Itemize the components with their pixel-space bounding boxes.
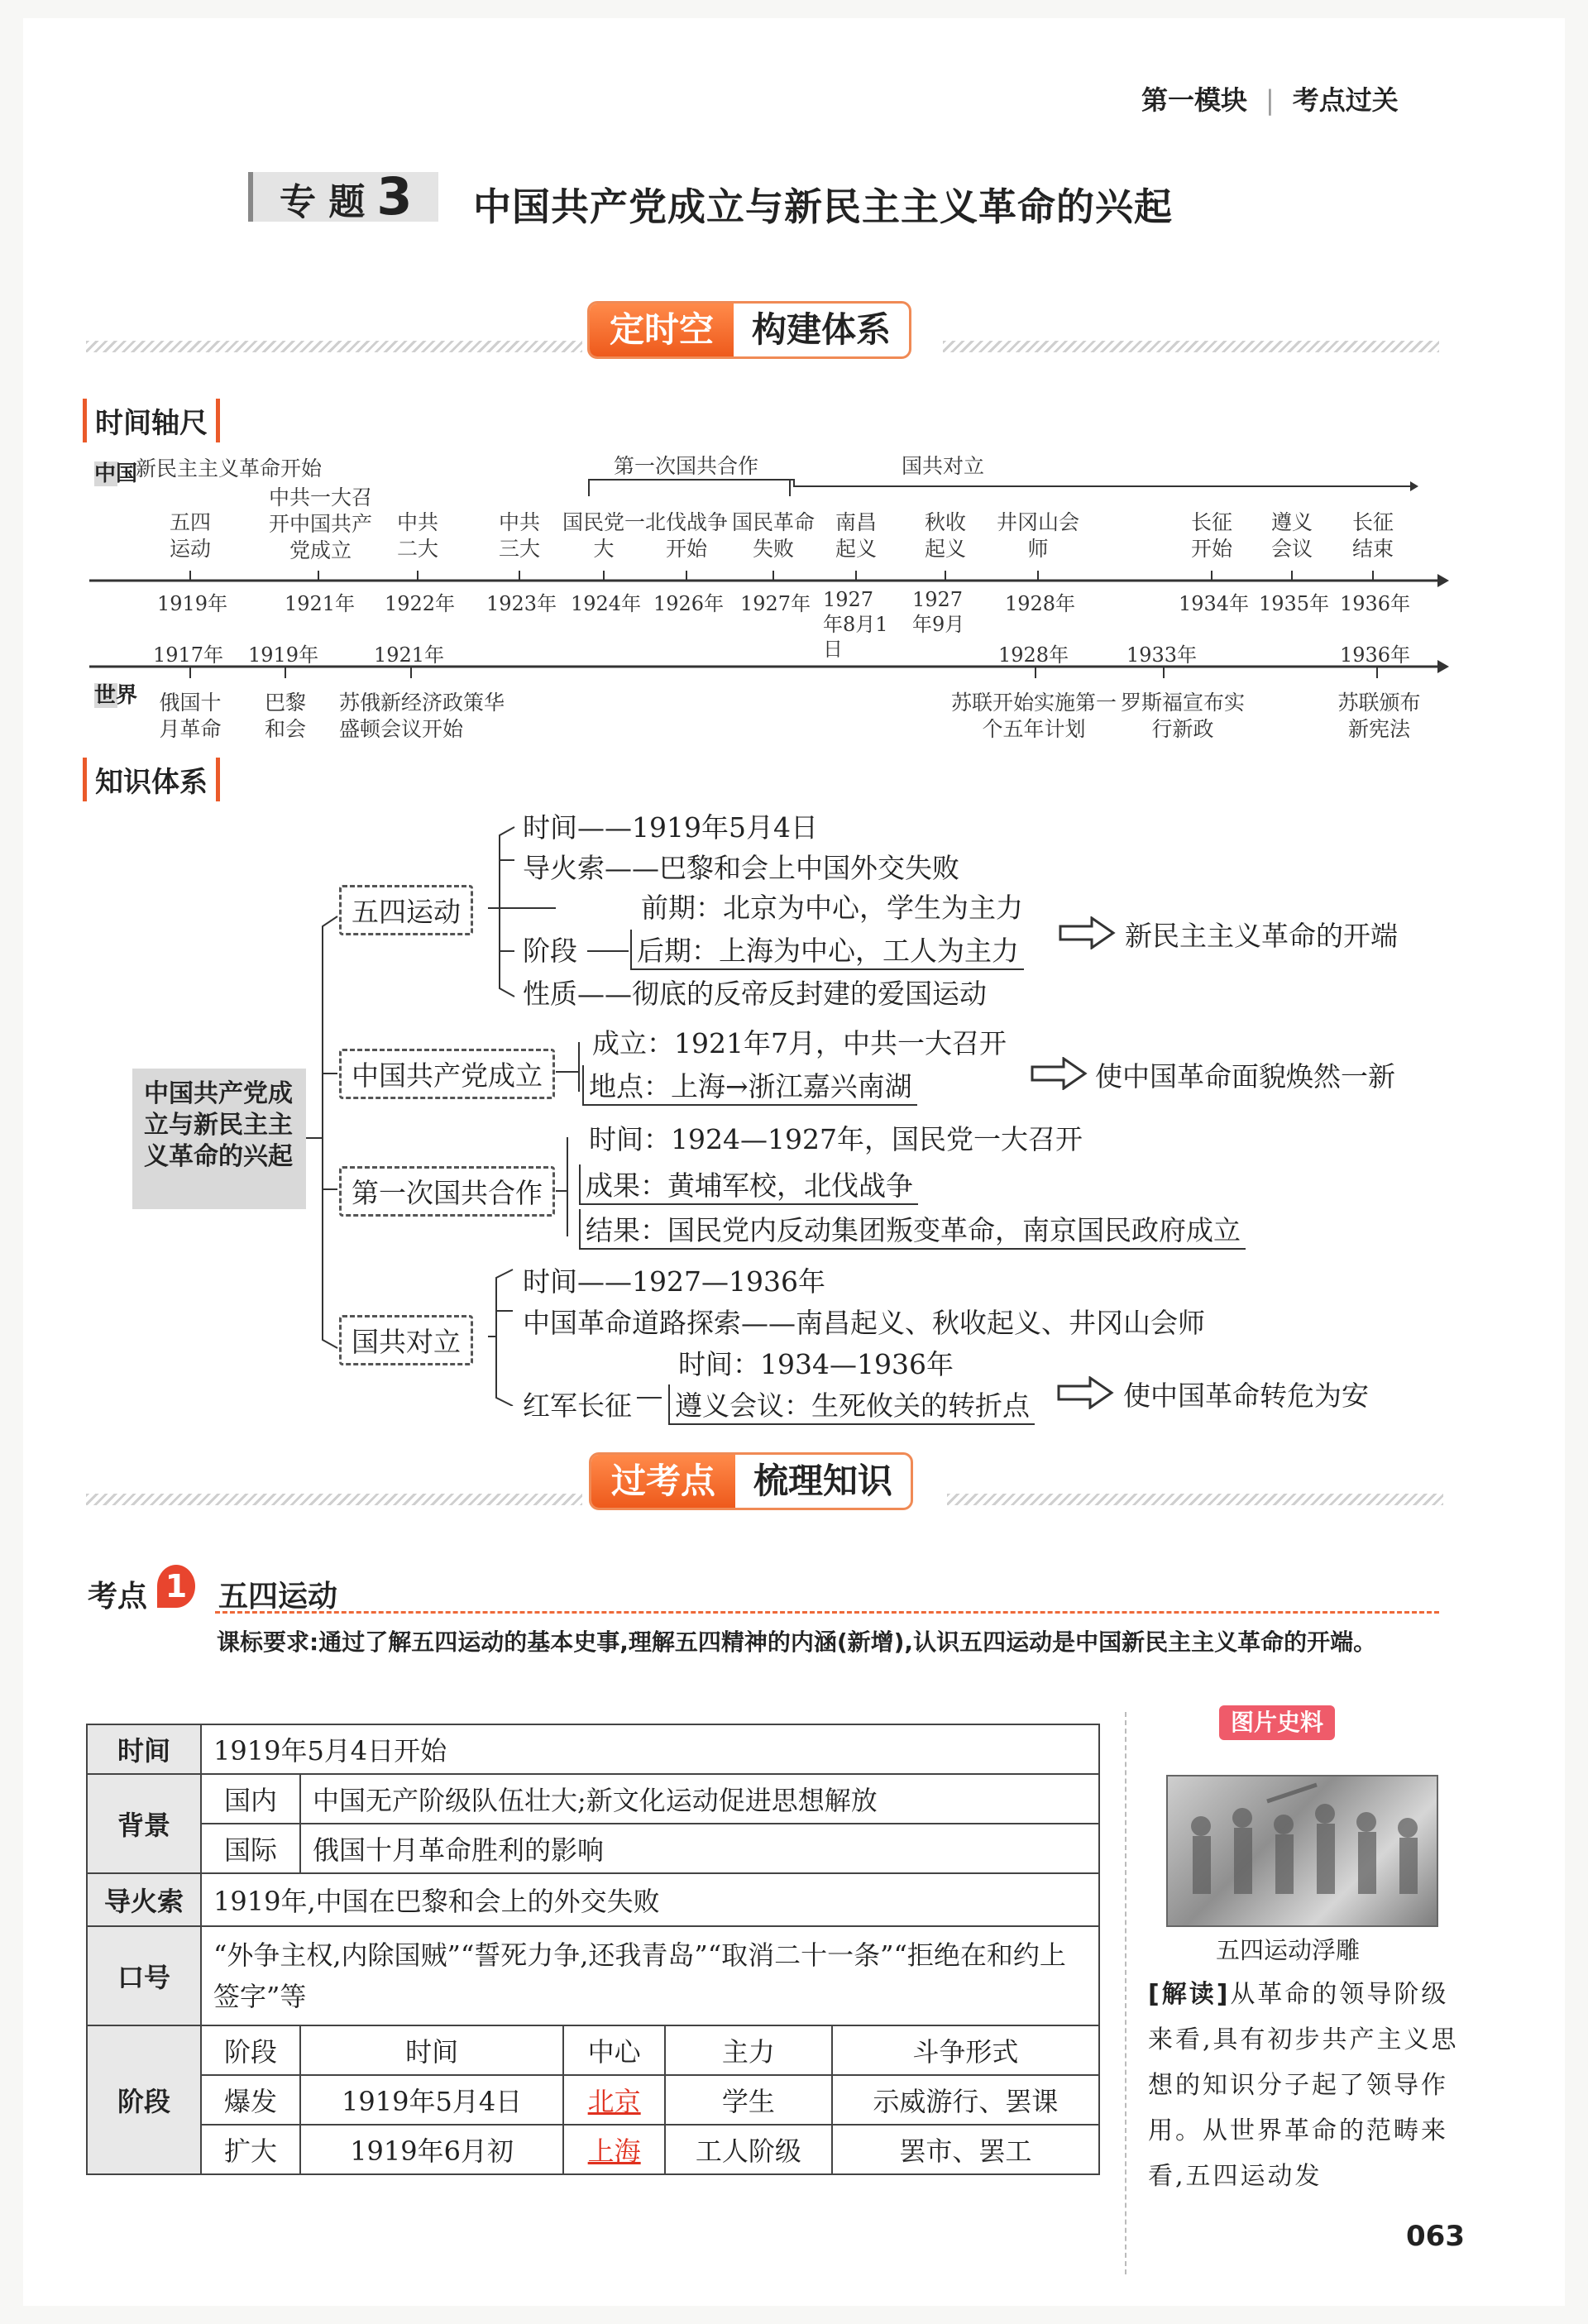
b2-found: 成立：1921年7月，中共一大召开 xyxy=(592,1027,1007,1059)
kaodian-number: 1 xyxy=(157,1565,195,1608)
world-event: 苏联开始实施第一个五年计划 xyxy=(951,691,1117,741)
section-divider xyxy=(947,1494,1443,1505)
event-text: 南昌起义 xyxy=(835,510,877,561)
world-year: 1919年 xyxy=(248,643,319,667)
event-text: 国民革命失败 xyxy=(732,510,816,561)
table-cell: 国内 xyxy=(201,1774,300,1824)
b3-end: 结果：国民党内反动集团叛变革命，南京国民政府成立 xyxy=(579,1209,1246,1250)
may-fourth-table xyxy=(86,1724,1100,2175)
table-col-header: 主力 xyxy=(665,2025,832,2075)
b1-stage1: 前期：北京为中心，学生为主力 xyxy=(641,892,1023,924)
interpretation xyxy=(1148,1972,1462,2199)
table-col-header: 斗争形式 xyxy=(832,2025,1099,2075)
event-text: 井冈山会师 xyxy=(997,510,1080,561)
page-number: 063 xyxy=(1406,2220,1465,2253)
b3-time: 时间：1924—1927年，国民党一大召开 xyxy=(589,1123,1083,1155)
banner-1-b: 构建体系 xyxy=(752,309,892,350)
b4-result: 使中国革命转危为安 xyxy=(1123,1380,1369,1412)
event-year: 1923年 xyxy=(486,592,557,615)
b1-stage2: 后期：上海为中心，工人为主力 xyxy=(630,930,1024,970)
b4-march-time: 时间：1934—1936年 xyxy=(678,1348,954,1380)
side-divider xyxy=(1125,1712,1126,2274)
kaodian-requirement: 课标要求:通过了解五四运动的基本史事,理解五四精神的内涵(新增),认识五四运动是中国新民主主义革命的开端。 xyxy=(217,1628,1377,1656)
table-col-header: 阶段 xyxy=(201,2025,300,2075)
event-year: 1936年 xyxy=(1340,592,1411,615)
module-label: 第一模块 xyxy=(1141,84,1248,116)
table-cell: “外争主权,内除国贼”“誓死力争,还我青岛”“取消二十一条”“拒绝在和约上签字”等 xyxy=(201,1926,1099,2025)
table-cell: 工人阶级 xyxy=(665,2125,832,2174)
event-year: 1927年8月1日 xyxy=(823,588,888,661)
branch-cpc-founding: 中国共产党成立 xyxy=(339,1049,555,1099)
world-side-label: 世界 xyxy=(94,683,138,708)
table-cell: 1919年5月4日 xyxy=(300,2075,563,2125)
event-text: 遵义会议 xyxy=(1270,510,1313,561)
topic-number: 3 xyxy=(376,166,413,227)
table-header: 口号 xyxy=(87,1926,201,2025)
world-event: 苏联颁布新宪法 xyxy=(1337,691,1421,741)
branch-first-cooperation: 第一次国共合作 xyxy=(339,1166,555,1217)
table-header: 导火索 xyxy=(87,1873,201,1926)
b1-fuse: 导火索——巴黎和会上中国外交失败 xyxy=(523,852,959,884)
b4-result-arrow xyxy=(1057,1376,1115,1409)
world-event: 苏俄新经济政策华盛顿会议开始 xyxy=(339,691,505,741)
interpretation-label: [解读] xyxy=(1148,1980,1231,2009)
event-text: 国民党一大 xyxy=(562,510,646,561)
table-cell: 俄国十月革命胜利的影响 xyxy=(300,1824,1099,1873)
table-cell: 中国无产阶级队伍壮大;新文化运动促进思想解放 xyxy=(300,1774,1099,1824)
event-year: 1924年 xyxy=(571,592,642,615)
tree-root: 中国共产党成立与新民主主义革命的兴起 xyxy=(132,1069,306,1209)
event-text: 五四运动 xyxy=(169,510,211,561)
table-col-header: 中心 xyxy=(563,2025,665,2075)
event-year: 1934年 xyxy=(1179,592,1250,615)
world-event: 罗斯福宣布实行新政 xyxy=(1121,691,1246,741)
world-year: 1928年 xyxy=(998,643,1069,667)
event-year: 1919年 xyxy=(157,592,228,615)
world-event: 俄国十月革命 xyxy=(159,691,222,741)
branch-may-fourth: 五四运动 xyxy=(339,885,473,935)
event-year: 1921年 xyxy=(285,592,356,615)
timeline-label: 时间轴尺 xyxy=(83,399,220,442)
b2-place: 地点：上海→浙江嘉兴南湖 xyxy=(582,1065,917,1106)
banner-1-a: 定时空 xyxy=(590,304,734,356)
table-cell: 示威游行、罢课 xyxy=(832,2075,1099,2125)
event-year: 1927年9月 xyxy=(912,588,965,636)
section-divider xyxy=(86,1494,582,1505)
period-2: 国共对立 xyxy=(902,454,985,478)
banner-2-a: 过考点 xyxy=(591,1455,735,1508)
knowledge-label: 知识体系 xyxy=(83,758,220,801)
b1-result-arrow xyxy=(1059,916,1117,949)
b1-stage-label: 阶段 xyxy=(523,935,577,967)
period-1: 第一次国共合作 xyxy=(614,454,759,478)
china-side-label: 中国 xyxy=(94,461,138,486)
section-banner-2 xyxy=(589,1452,913,1510)
b1-time: 时间——1919年5月4日 xyxy=(523,811,818,844)
table-cell: 1919年,中国在巴黎和会上的外交失败 xyxy=(201,1873,1099,1926)
event-year: 1926年 xyxy=(653,592,725,615)
branch-kmt-cpc-split: 国共对立 xyxy=(339,1315,473,1365)
running-header: 第一模块 | 考点过关 xyxy=(1141,84,1399,116)
table-col-header: 时间 xyxy=(300,2025,563,2075)
event-text: 中共一大召开中国共产党成立 xyxy=(268,485,372,562)
b4-time: 时间——1927—1936年 xyxy=(523,1265,825,1298)
table-cell: 扩大 xyxy=(201,2125,300,2174)
table-cell-highlight: 上海 xyxy=(587,2135,641,2167)
event-text: 中共二大 xyxy=(396,510,438,561)
b3-achieve: 成果：黄埔军校，北伐战争 xyxy=(579,1164,918,1205)
table-header: 背景 xyxy=(87,1774,201,1873)
b4-zunyi: 遵义会议：生死攸关的转折点 xyxy=(668,1384,1035,1425)
event-year: 1935年 xyxy=(1259,592,1330,615)
event-year: 1928年 xyxy=(1005,592,1076,615)
kaodian-divider xyxy=(215,1611,1439,1614)
kaodian-title: 五四运动 xyxy=(218,1580,338,1614)
section-label: 考点过关 xyxy=(1292,84,1399,116)
table-cell: 爆发 xyxy=(201,2075,300,2125)
topic-tag-text: 专 题 xyxy=(280,181,366,223)
table-cell: 学生 xyxy=(665,2075,832,2125)
world-year: 1936年 xyxy=(1340,643,1411,667)
world-year: 1917年 xyxy=(153,643,224,667)
may-fourth-relief-image xyxy=(1166,1775,1438,1927)
event-text: 北伐战争开始 xyxy=(645,510,729,561)
relief-figures-icon xyxy=(1168,1776,1437,1925)
event-text: 秋收起义 xyxy=(924,510,966,561)
b1-nature: 性质——彻底的反帝反封建的爱国运动 xyxy=(523,978,987,1010)
image-caption: 五四运动浮雕 xyxy=(1216,1936,1361,1964)
event-year: 1927年 xyxy=(740,592,811,615)
table-cell: 国际 xyxy=(201,1824,300,1873)
china-top-event: 新民主主义革命开始 xyxy=(136,457,323,481)
event-text: 长征结束 xyxy=(1351,510,1394,561)
b4-explore: 中国革命道路探索——南昌起义、秋收起义、井冈山会师 xyxy=(523,1307,1205,1339)
page-title: 中国共产党成立与新民主主义革命的兴起 xyxy=(473,184,1173,229)
b1-result: 新民主主义革命的开端 xyxy=(1125,920,1398,952)
b2-result-arrow xyxy=(1031,1057,1088,1090)
picture-source-tag: 图片史料 xyxy=(1219,1705,1335,1740)
world-event: 巴黎和会 xyxy=(264,691,306,741)
table-cell: 1919年6月初 xyxy=(300,2125,563,2174)
table-cell: 罢市、罢工 xyxy=(832,2125,1099,2174)
table-header: 阶段 xyxy=(87,2025,201,2174)
b2-result: 使中国革命面貌焕然一新 xyxy=(1095,1060,1395,1093)
event-year: 1922年 xyxy=(385,592,456,615)
event-text: 中共三大 xyxy=(498,510,540,561)
kaodian-label: 考点 xyxy=(88,1580,148,1614)
table-cell: 1919年5月4日开始 xyxy=(201,1724,1099,1774)
world-year: 1921年 xyxy=(374,643,445,667)
world-year: 1933年 xyxy=(1126,643,1198,667)
table-cell-highlight: 北京 xyxy=(587,2086,641,2117)
b4-march-label: 红军长征 xyxy=(523,1389,632,1422)
event-text: 长征开始 xyxy=(1190,510,1232,561)
interpretation-text: 从革命的领导阶级来看,具有初步共产主义思想的知识分子起了领导作用。从世界革命的范畴来看,五四运动发 xyxy=(1148,1980,1459,2191)
banner-2-b: 梳理知识 xyxy=(753,1461,893,1501)
table-header: 时间 xyxy=(87,1724,201,1774)
